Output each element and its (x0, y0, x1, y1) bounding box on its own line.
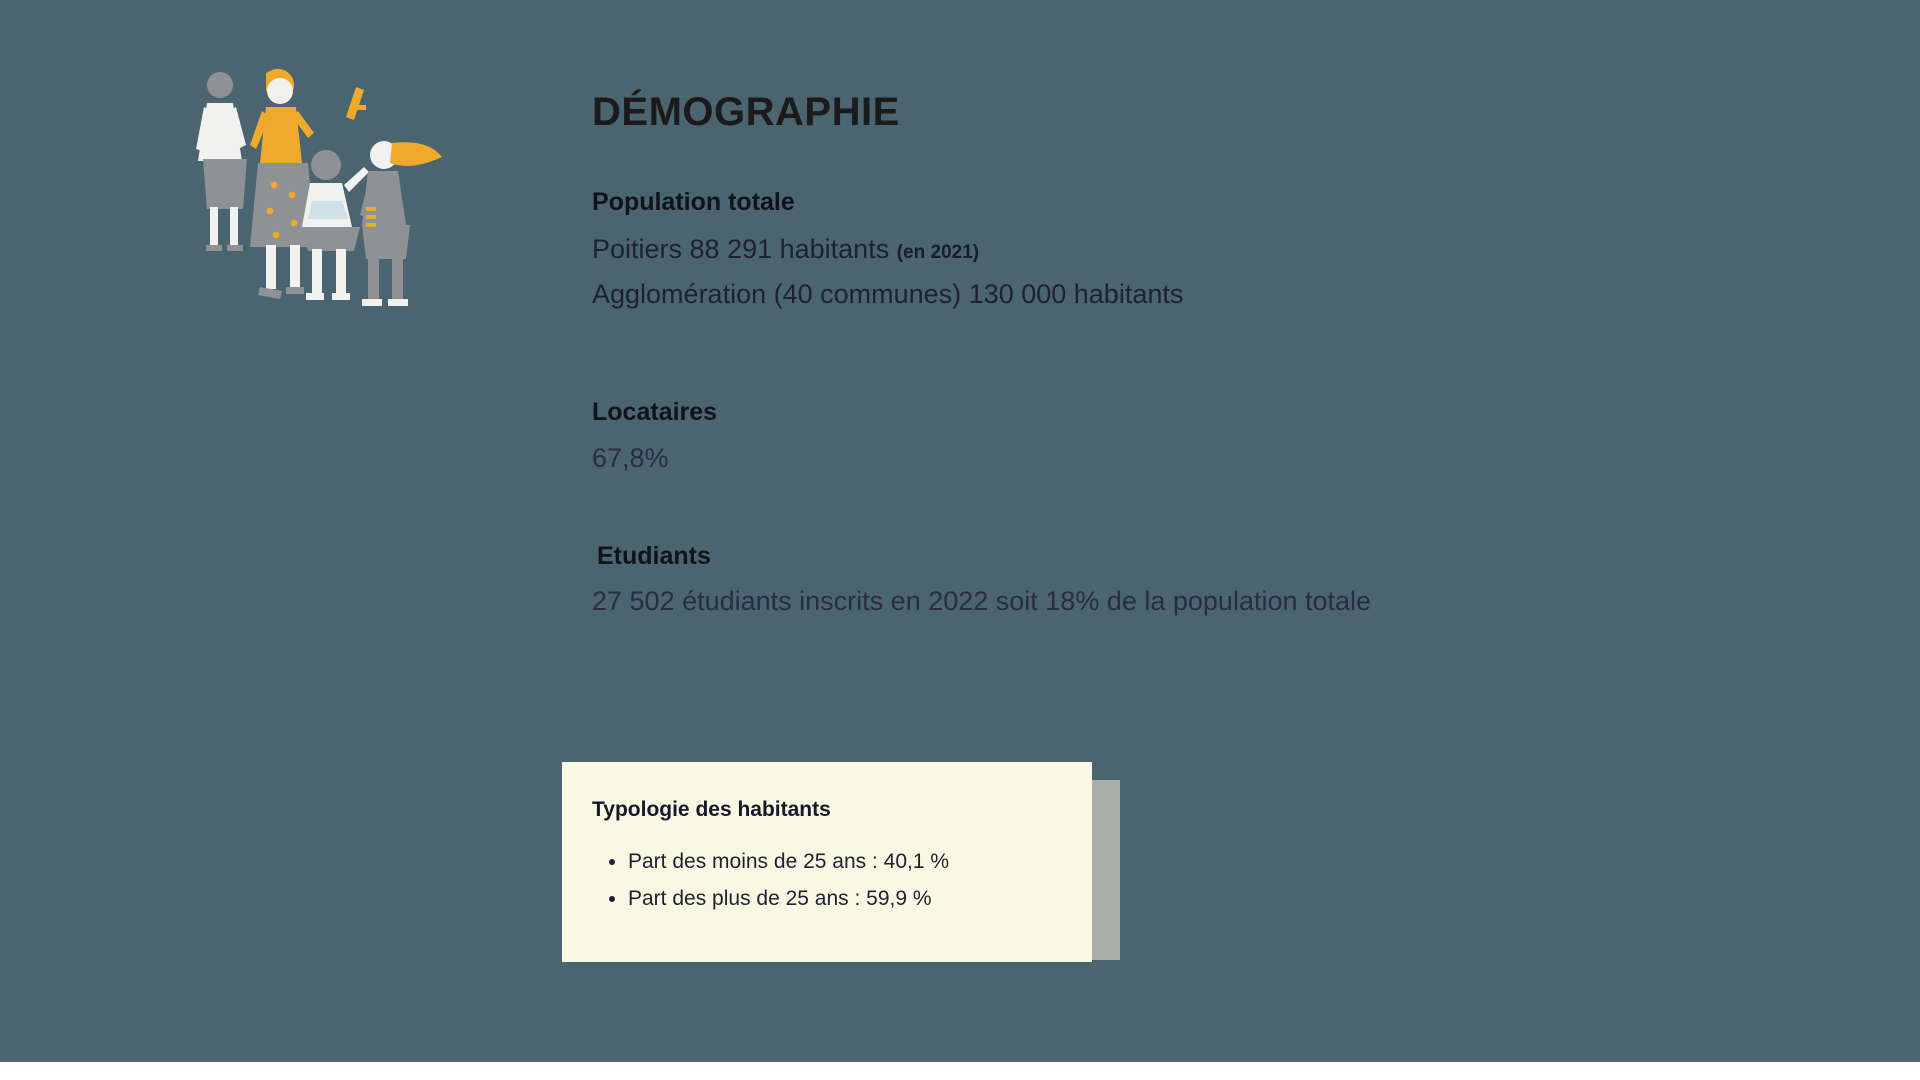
list-item: • Part des plus de 25 ans : 59,9 % (628, 883, 1062, 916)
tenants-label: Locataires (592, 398, 718, 427)
figure-3-icon (302, 150, 369, 300)
spacer-2 (592, 514, 1712, 540)
figure-2-icon (250, 69, 316, 299)
content-column (592, 90, 1712, 658)
figure-1-icon (196, 72, 247, 251)
card-title: Typologie des habitants (592, 798, 831, 821)
population-city-line (592, 227, 1712, 273)
page-title: DÉMOGRAPHIE (592, 90, 900, 134)
students-value: 27 502 étudiants inscrits en 2022 soit 18% de la population totale (592, 586, 1372, 617)
population-agglo-line: Agglomération (40 communes) 130 000 habitants (592, 279, 1184, 310)
population-city-text: Poitiers 88 291 habitants (592, 233, 890, 264)
card-body (562, 762, 1092, 962)
card-list (592, 846, 1062, 915)
tenants-value: 67,8% (592, 442, 669, 473)
spacer-1 (592, 352, 1712, 396)
typology-card (562, 762, 1122, 982)
list-item: • Part des moins de 25 ans : 40,1 % (628, 846, 1062, 879)
figure-4-icon (346, 87, 442, 306)
students-block (592, 540, 1712, 624)
population-block (592, 186, 1712, 318)
population-city-note: (en 2021) (896, 241, 980, 263)
students-label: Etudiants (597, 541, 711, 570)
population-label: Population totale (592, 188, 795, 216)
walking-people-illustration (170, 55, 490, 355)
tenants-block (592, 396, 1712, 480)
